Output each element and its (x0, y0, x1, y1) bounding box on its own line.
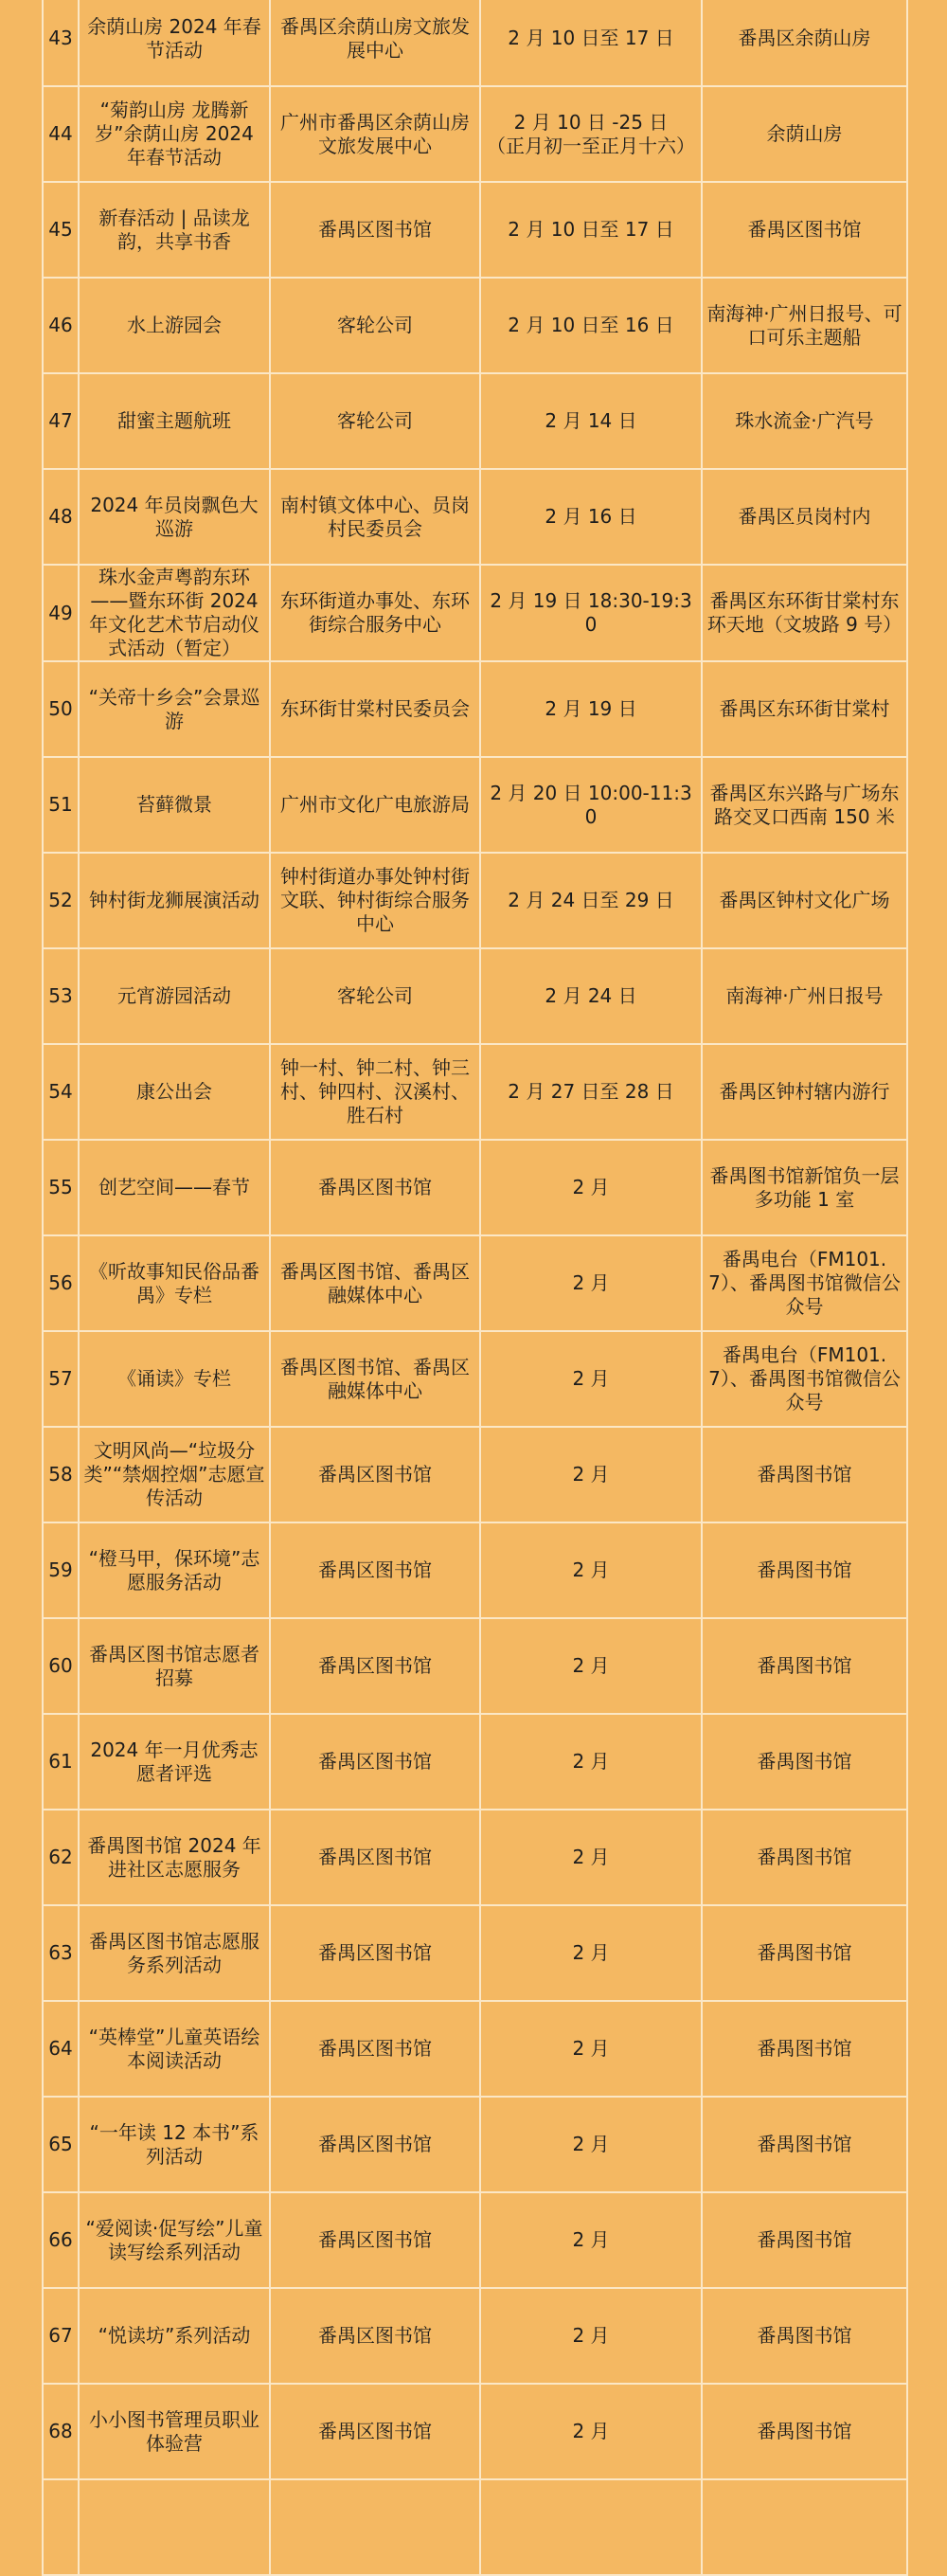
venue-cell: 南海神·广州日报号、可口可乐主题船 (702, 278, 907, 373)
activity-name-cell: “爱阅读·促写绘”儿童读写绘系列活动 (79, 2192, 270, 2288)
row-number-cell: 57 (43, 1331, 79, 1427)
date-cell: 2 月 10 日至 16 日 (480, 278, 702, 373)
date-cell: 2 月 19 日 18:30-19:30 (480, 565, 702, 661)
date-cell: 2 月 (480, 2192, 702, 2288)
activity-name-cell: 创艺空间——春节 (79, 1140, 270, 1235)
row-number-cell: 60 (43, 1618, 79, 1714)
activity-name-cell: 《诵读》专栏 (79, 1331, 270, 1427)
venue-cell: 番禺图书馆 (702, 1905, 907, 2001)
table-row (43, 853, 907, 948)
venue-cell: 番禺图书馆 (702, 1810, 907, 1905)
date-cell: 2 月 16 日 (480, 469, 702, 565)
organizer-cell: 番禺区图书馆 (270, 1618, 480, 1714)
venue-cell: 番禺区钟村文化广场 (702, 853, 907, 948)
date-cell: 2 月 (480, 1427, 702, 1522)
venue-cell: 番禺图书馆 (702, 1427, 907, 1522)
activity-name-cell: “英棒堂”儿童英语绘本阅读活动 (79, 2001, 270, 2097)
activity-name-cell: “橙马甲，保环境”志愿服务活动 (79, 1522, 270, 1618)
activity-name-cell: 番禺图书馆 2024 年进社区志愿服务 (79, 1810, 270, 1905)
date-cell: 2 月 (480, 2288, 702, 2384)
table-row (43, 2288, 907, 2384)
activity-name-cell: 钟村街龙狮展演活动 (79, 853, 270, 948)
row-number-cell: 63 (43, 1905, 79, 2001)
date-cell: 2 月 (480, 1810, 702, 1905)
table-row (43, 565, 907, 661)
activity-name-cell: 番禺区图书馆志愿服务系列活动 (79, 1905, 270, 2001)
organizer-cell: 番禺区图书馆 (270, 1714, 480, 1810)
venue-cell: 番禺图书馆 (702, 2192, 907, 2288)
table-row (43, 1905, 907, 2001)
organizer-cell: 番禺区图书馆 (270, 2192, 480, 2288)
table-row (43, 1714, 907, 1810)
date-cell: 2 月 (480, 1522, 702, 1618)
date-cell: 2 月 24 日 (480, 948, 702, 1044)
row-number-cell: 58 (43, 1427, 79, 1522)
date-cell: 2 月 (480, 1618, 702, 1714)
row-number-cell: 53 (43, 948, 79, 1044)
activity-name-cell: 文明风尚—“垃圾分类”“禁烟控烟”志愿宣传活动 (79, 1427, 270, 1522)
row-number-cell: 43 (43, 0, 79, 86)
activity-name-cell: 苔藓微景 (79, 757, 270, 853)
table-row (43, 1427, 907, 1522)
venue-cell (702, 2479, 907, 2575)
venue-cell: 番禺区东兴路与广场东路交叉口西南 150 米 (702, 757, 907, 853)
activity-name-cell: 珠水金声粤韵东环——暨东环街 2024 年文化艺术节启动仪式活动（暂定） (79, 565, 270, 661)
activity-name-cell: “关帝十乡会”会景巡游 (79, 661, 270, 757)
organizer-cell: 广州市番禺区余荫山房文旅发展中心 (270, 86, 480, 182)
activity-name-cell: 甜蜜主题航班 (79, 373, 270, 469)
venue-cell: 番禺区图书馆 (702, 182, 907, 278)
date-cell: 2 月 (480, 2001, 702, 2097)
venue-cell: 番禺图书馆 (702, 2288, 907, 2384)
organizer-cell: 东环街甘棠村民委员会 (270, 661, 480, 757)
activity-name-cell: 《听故事知民俗品番禺》专栏 (79, 1235, 270, 1331)
activity-name-cell: 康公出会 (79, 1044, 270, 1140)
organizer-cell (270, 2479, 480, 2575)
table-row (43, 948, 907, 1044)
row-number-cell: 54 (43, 1044, 79, 1140)
row-number-cell (43, 2479, 79, 2575)
venue-cell: 番禺区东环街甘棠村 (702, 661, 907, 757)
date-cell: 2 月 27 日至 28 日 (480, 1044, 702, 1140)
date-cell: 2 月 (480, 2384, 702, 2479)
date-cell: 2 月 10 日 -25 日 （正月初一至正月十六） (480, 86, 702, 182)
activity-name-cell (79, 2479, 270, 2575)
organizer-cell: 番禺区图书馆 (270, 2384, 480, 2479)
table-row (43, 1044, 907, 1140)
activity-name-cell: 元宵游园活动 (79, 948, 270, 1044)
venue-cell: 珠水流金·广汽号 (702, 373, 907, 469)
table-row (43, 373, 907, 469)
row-number-cell: 46 (43, 278, 79, 373)
row-number-cell: 45 (43, 182, 79, 278)
organizer-cell: 客轮公司 (270, 278, 480, 373)
row-number-cell: 49 (43, 565, 79, 661)
activity-name-cell: “一年读 12 本书”系列活动 (79, 2097, 270, 2192)
table-row (43, 0, 907, 86)
date-cell: 2 月 (480, 1140, 702, 1235)
organizer-cell: 番禺区图书馆 (270, 1140, 480, 1235)
venue-cell: 余荫山房 (702, 86, 907, 182)
organizer-cell: 番禺区图书馆 (270, 2288, 480, 2384)
venue-cell: 番禺电台（FM101.7）、番禺图书馆微信公众号 (702, 1331, 907, 1427)
row-number-cell: 50 (43, 661, 79, 757)
date-cell: 2 月 10 日至 17 日 (480, 0, 702, 86)
organizer-cell: 东环街道办事处、东环街综合服务中心 (270, 565, 480, 661)
row-number-cell: 59 (43, 1522, 79, 1618)
activity-name-cell: “悦读坊”系列活动 (79, 2288, 270, 2384)
table-row (43, 2479, 907, 2575)
organizer-cell: 番禺区余荫山房文旅发展中心 (270, 0, 480, 86)
venue-cell: 南海神·广州日报号 (702, 948, 907, 1044)
row-number-cell: 51 (43, 757, 79, 853)
organizer-cell: 番禺区图书馆 (270, 182, 480, 278)
venue-cell: 番禺图书馆 (702, 2001, 907, 2097)
date-cell: 2 月 (480, 1235, 702, 1331)
row-number-cell: 56 (43, 1235, 79, 1331)
table-row (43, 1618, 907, 1714)
date-cell: 2 月 10 日至 17 日 (480, 182, 702, 278)
organizer-cell: 钟村街道办事处钟村街文联、钟村街综合服务中心 (270, 853, 480, 948)
row-number-cell: 44 (43, 86, 79, 182)
table-row (43, 2384, 907, 2479)
activity-schedule-table (42, 0, 908, 2576)
venue-cell: 番禺图书馆 (702, 2384, 907, 2479)
table-row (43, 86, 907, 182)
venue-cell: 番禺图书馆 (702, 2097, 907, 2192)
date-cell: 2 月 (480, 1714, 702, 1810)
activity-name-cell: 2024 年员岗飘色大巡游 (79, 469, 270, 565)
table-row (43, 1522, 907, 1618)
table-row (43, 469, 907, 565)
row-number-cell: 68 (43, 2384, 79, 2479)
organizer-cell: 番禺区图书馆 (270, 1905, 480, 2001)
table-row (43, 1810, 907, 1905)
venue-cell: 番禺电台（FM101.7）、番禺图书馆微信公众号 (702, 1235, 907, 1331)
table-row (43, 1331, 907, 1427)
venue-cell: 番禺图书馆 (702, 1618, 907, 1714)
date-cell: 2 月 (480, 1905, 702, 2001)
row-number-cell: 61 (43, 1714, 79, 1810)
date-cell (480, 2479, 702, 2575)
venue-cell: 番禺图书馆 (702, 1522, 907, 1618)
organizer-cell: 客轮公司 (270, 948, 480, 1044)
organizer-cell: 客轮公司 (270, 373, 480, 469)
organizer-cell: 南村镇文体中心、员岗村民委员会 (270, 469, 480, 565)
row-number-cell: 67 (43, 2288, 79, 2384)
table-row (43, 278, 907, 373)
venue-cell: 番禺区东环街甘棠村东环天地（文坡路 9 号） (702, 565, 907, 661)
row-number-cell: 47 (43, 373, 79, 469)
table-row (43, 757, 907, 853)
organizer-cell: 番禺区图书馆 (270, 1810, 480, 1905)
activity-name-cell: “菊韵山房 龙腾新岁”余荫山房 2024 年春节活动 (79, 86, 270, 182)
venue-cell: 番禺区钟村辖内游行 (702, 1044, 907, 1140)
venue-cell: 番禺图书馆新馆负一层多功能 1 室 (702, 1140, 907, 1235)
activity-name-cell: 2024 年一月优秀志愿者评选 (79, 1714, 270, 1810)
activity-name-cell: 新春活动 | 品读龙韵，共享书香 (79, 182, 270, 278)
organizer-cell: 番禺区图书馆 (270, 2001, 480, 2097)
table-row (43, 2192, 907, 2288)
table-row (43, 661, 907, 757)
row-number-cell: 64 (43, 2001, 79, 2097)
activity-name-cell: 水上游园会 (79, 278, 270, 373)
date-cell: 2 月 19 日 (480, 661, 702, 757)
venue-cell: 番禺区员岗村内 (702, 469, 907, 565)
table-body (43, 0, 907, 2575)
organizer-cell: 番禺区图书馆 (270, 2097, 480, 2192)
date-cell: 2 月 (480, 2097, 702, 2192)
table-row (43, 1235, 907, 1331)
activity-name-cell: 小小图书管理员职业体验营 (79, 2384, 270, 2479)
row-number-cell: 55 (43, 1140, 79, 1235)
table-row (43, 182, 907, 278)
organizer-cell: 钟一村、钟二村、钟三村、钟四村、汉溪村、胜石村 (270, 1044, 480, 1140)
organizer-cell: 番禺区图书馆 (270, 1427, 480, 1522)
row-number-cell: 52 (43, 853, 79, 948)
row-number-cell: 66 (43, 2192, 79, 2288)
row-number-cell: 48 (43, 469, 79, 565)
organizer-cell: 番禺区图书馆、番禺区融媒体中心 (270, 1331, 480, 1427)
date-cell: 2 月 20 日 10:00-11:30 (480, 757, 702, 853)
row-number-cell: 65 (43, 2097, 79, 2192)
date-cell: 2 月 14 日 (480, 373, 702, 469)
venue-cell: 番禺区余荫山房 (702, 0, 907, 86)
date-cell: 2 月 24 日至 29 日 (480, 853, 702, 948)
venue-cell: 番禺图书馆 (702, 1714, 907, 1810)
table-row (43, 2001, 907, 2097)
row-number-cell: 62 (43, 1810, 79, 1905)
date-cell: 2 月 (480, 1331, 702, 1427)
activity-name-cell: 余荫山房 2024 年春节活动 (79, 0, 270, 86)
table-row (43, 1140, 907, 1235)
organizer-cell: 广州市文化广电旅游局 (270, 757, 480, 853)
table-row (43, 2097, 907, 2192)
organizer-cell: 番禺区图书馆、番禺区融媒体中心 (270, 1235, 480, 1331)
organizer-cell: 番禺区图书馆 (270, 1522, 480, 1618)
activity-name-cell: 番禺区图书馆志愿者招募 (79, 1618, 270, 1714)
